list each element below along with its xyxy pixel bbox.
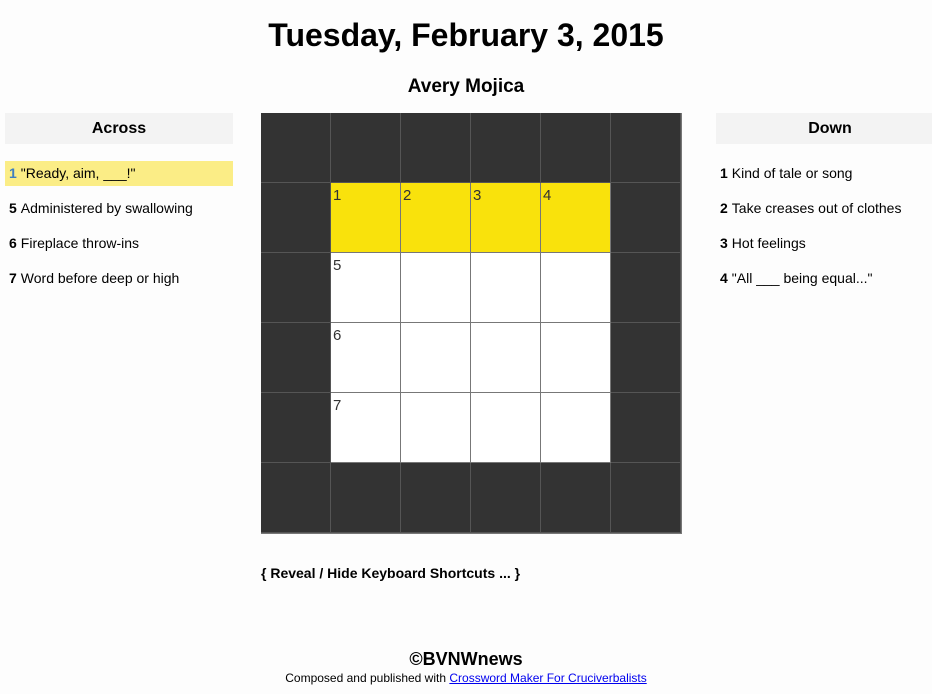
clue-number: 1	[9, 165, 17, 181]
grid-cell[interactable]	[541, 393, 611, 463]
grid-block	[401, 113, 471, 183]
clue-text: Fireplace throw-ins	[20, 235, 140, 251]
grid-cell[interactable]	[401, 393, 471, 463]
grid-block	[471, 463, 541, 533]
grid-block	[261, 393, 331, 463]
grid-block	[611, 183, 681, 253]
clue-text: "Ready, aim, ___!"	[20, 165, 136, 181]
grid-block	[261, 253, 331, 323]
crossword-grid	[261, 113, 682, 534]
cell-number: 7	[333, 397, 342, 414]
grid-cell[interactable]	[331, 253, 401, 323]
grid-cell[interactable]	[331, 183, 401, 253]
grid-block	[261, 113, 331, 183]
grid-block	[261, 323, 331, 393]
grid-cell[interactable]	[471, 393, 541, 463]
keyboard-shortcuts-toggle[interactable]: { Reveal / Hide Keyboard Shortcuts ... }	[261, 565, 521, 581]
grid-block	[261, 183, 331, 253]
grid-block	[611, 463, 681, 533]
crossword-maker-link[interactable]: Crossword Maker For Cruciverbalists	[449, 671, 647, 685]
across-heading: Across	[5, 113, 233, 144]
grid-block	[471, 113, 541, 183]
credit-prefix: Composed and published with	[285, 671, 450, 685]
clue-number: 4	[720, 270, 728, 286]
cell-number: 2	[403, 187, 412, 204]
grid-block	[331, 113, 401, 183]
grid-block	[331, 463, 401, 533]
cell-number: 1	[333, 187, 342, 204]
clue-text: Kind of tale or song	[731, 165, 853, 181]
clue-number: 5	[9, 200, 17, 216]
clue-number: 7	[9, 270, 17, 286]
grid-block	[611, 253, 681, 323]
grid-cell[interactable]	[401, 323, 471, 393]
grid-cell[interactable]	[471, 323, 541, 393]
grid-block	[611, 113, 681, 183]
clue-text: Hot feelings	[731, 235, 806, 251]
clue-number: 1	[720, 165, 728, 181]
clue-text: Take creases out of clothes	[731, 200, 902, 216]
clue-number: 3	[720, 235, 728, 251]
across-clue-5[interactable]	[5, 196, 233, 221]
grid-cell[interactable]	[401, 253, 471, 323]
grid-cell[interactable]	[331, 393, 401, 463]
grid-block	[611, 393, 681, 463]
cell-number: 3	[473, 187, 482, 204]
footer-brand: ©BVNWnews	[409, 649, 523, 669]
down-clue-3[interactable]	[716, 231, 932, 256]
across-clue-list	[5, 161, 233, 291]
footer-credit	[0, 671, 932, 685]
down-clue-1[interactable]	[716, 161, 932, 186]
clue-text: Word before deep or high	[20, 270, 180, 286]
cell-number: 6	[333, 327, 342, 344]
grid-cell[interactable]	[541, 183, 611, 253]
across-clues-panel	[5, 113, 233, 301]
down-heading: Down	[716, 113, 932, 144]
clue-text: "All ___ being equal..."	[731, 270, 873, 286]
clue-number: 2	[720, 200, 728, 216]
down-clue-4[interactable]	[716, 266, 932, 291]
cell-number: 4	[543, 187, 552, 204]
down-clue-list	[716, 161, 932, 291]
puzzle-author: Avery Mojica	[407, 76, 525, 97]
grid-cell[interactable]	[471, 183, 541, 253]
grid-cell[interactable]	[331, 323, 401, 393]
across-clue-6[interactable]	[5, 231, 233, 256]
grid-block	[541, 113, 611, 183]
clue-text: Administered by swallowing	[20, 200, 193, 216]
down-clues-panel	[716, 113, 932, 301]
grid-block	[611, 323, 681, 393]
clue-number: 6	[9, 235, 17, 251]
across-clue-1[interactable]	[5, 161, 233, 186]
grid-cell[interactable]	[541, 323, 611, 393]
grid-cell[interactable]	[401, 183, 471, 253]
across-clue-7[interactable]	[5, 266, 233, 291]
page-title: Tuesday, February 3, 2015	[268, 17, 664, 53]
cell-number: 5	[333, 257, 342, 274]
grid-cell[interactable]	[541, 253, 611, 323]
down-clue-2[interactable]	[716, 196, 932, 221]
grid-block	[541, 463, 611, 533]
grid-block	[401, 463, 471, 533]
grid-block	[261, 463, 331, 533]
grid-cell[interactable]	[471, 253, 541, 323]
